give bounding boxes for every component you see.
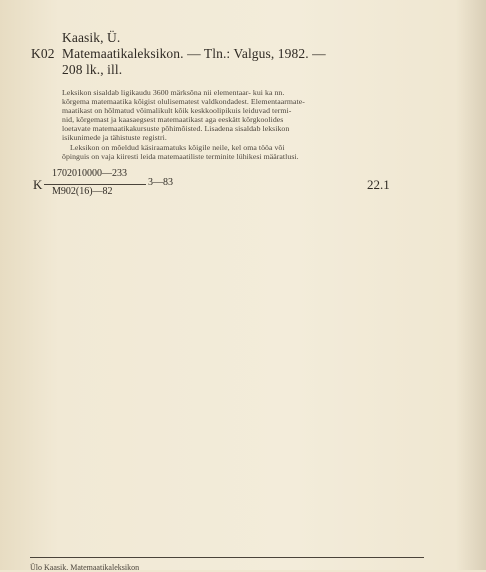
annotation-line: kõrgema matemaatika kõigist olulisematest valdkondadest. Elementaarmate- [62,97,305,106]
annotation-line: nid, kõrgemast ja kaasaegsest matemaatikast aga eeskätt kõrgkoolides [62,115,284,124]
price-code-denominator: M902(16)—82 [52,186,113,197]
annotation-line: õpinguis on vaja kiiresti leida matemaatiliste terminite lühikesi määratlusi. [62,152,299,161]
price-code-prefix: K [33,177,43,192]
author-name: Kaasik, Ü. [62,30,121,45]
annotation-line: Leksikon sisaldab ligikaudu 3600 märksõna nii elementaar- kui ka nn. [62,88,285,97]
footer-text: Ülo Kaasik. Matemaatikaleksikon [30,563,140,572]
annotation-line: isikunimede ja tähistuste registri. [62,133,167,142]
extent-line: 208 lk., ill. [62,62,123,77]
title-line: Matemaatikaleksikon. — Tln.: Valgus, 1982. — [62,46,326,61]
classification-number: 22.1 [367,177,390,192]
fraction-bar [44,184,146,185]
index-code: K02 [31,46,55,61]
price-code-numerator: 1702010000—233 [52,168,127,179]
page-edge-shadow [456,0,486,570]
annotation-line: Leksikon on mõeldud käsiraamatuks kõigile neile, kel oma tööa või [70,143,285,152]
bottom-divider [30,557,424,558]
price-code-suffix: 3—83 [148,177,173,188]
annotation-line: loetavate matemaatikakursuste põhimõisted. Lisadena sisaldab leksikon [62,124,290,133]
annotation-line: maatikast on hõlmatud võimalikult kõik keskkoolipikuis leiduvad termi- [62,106,292,115]
